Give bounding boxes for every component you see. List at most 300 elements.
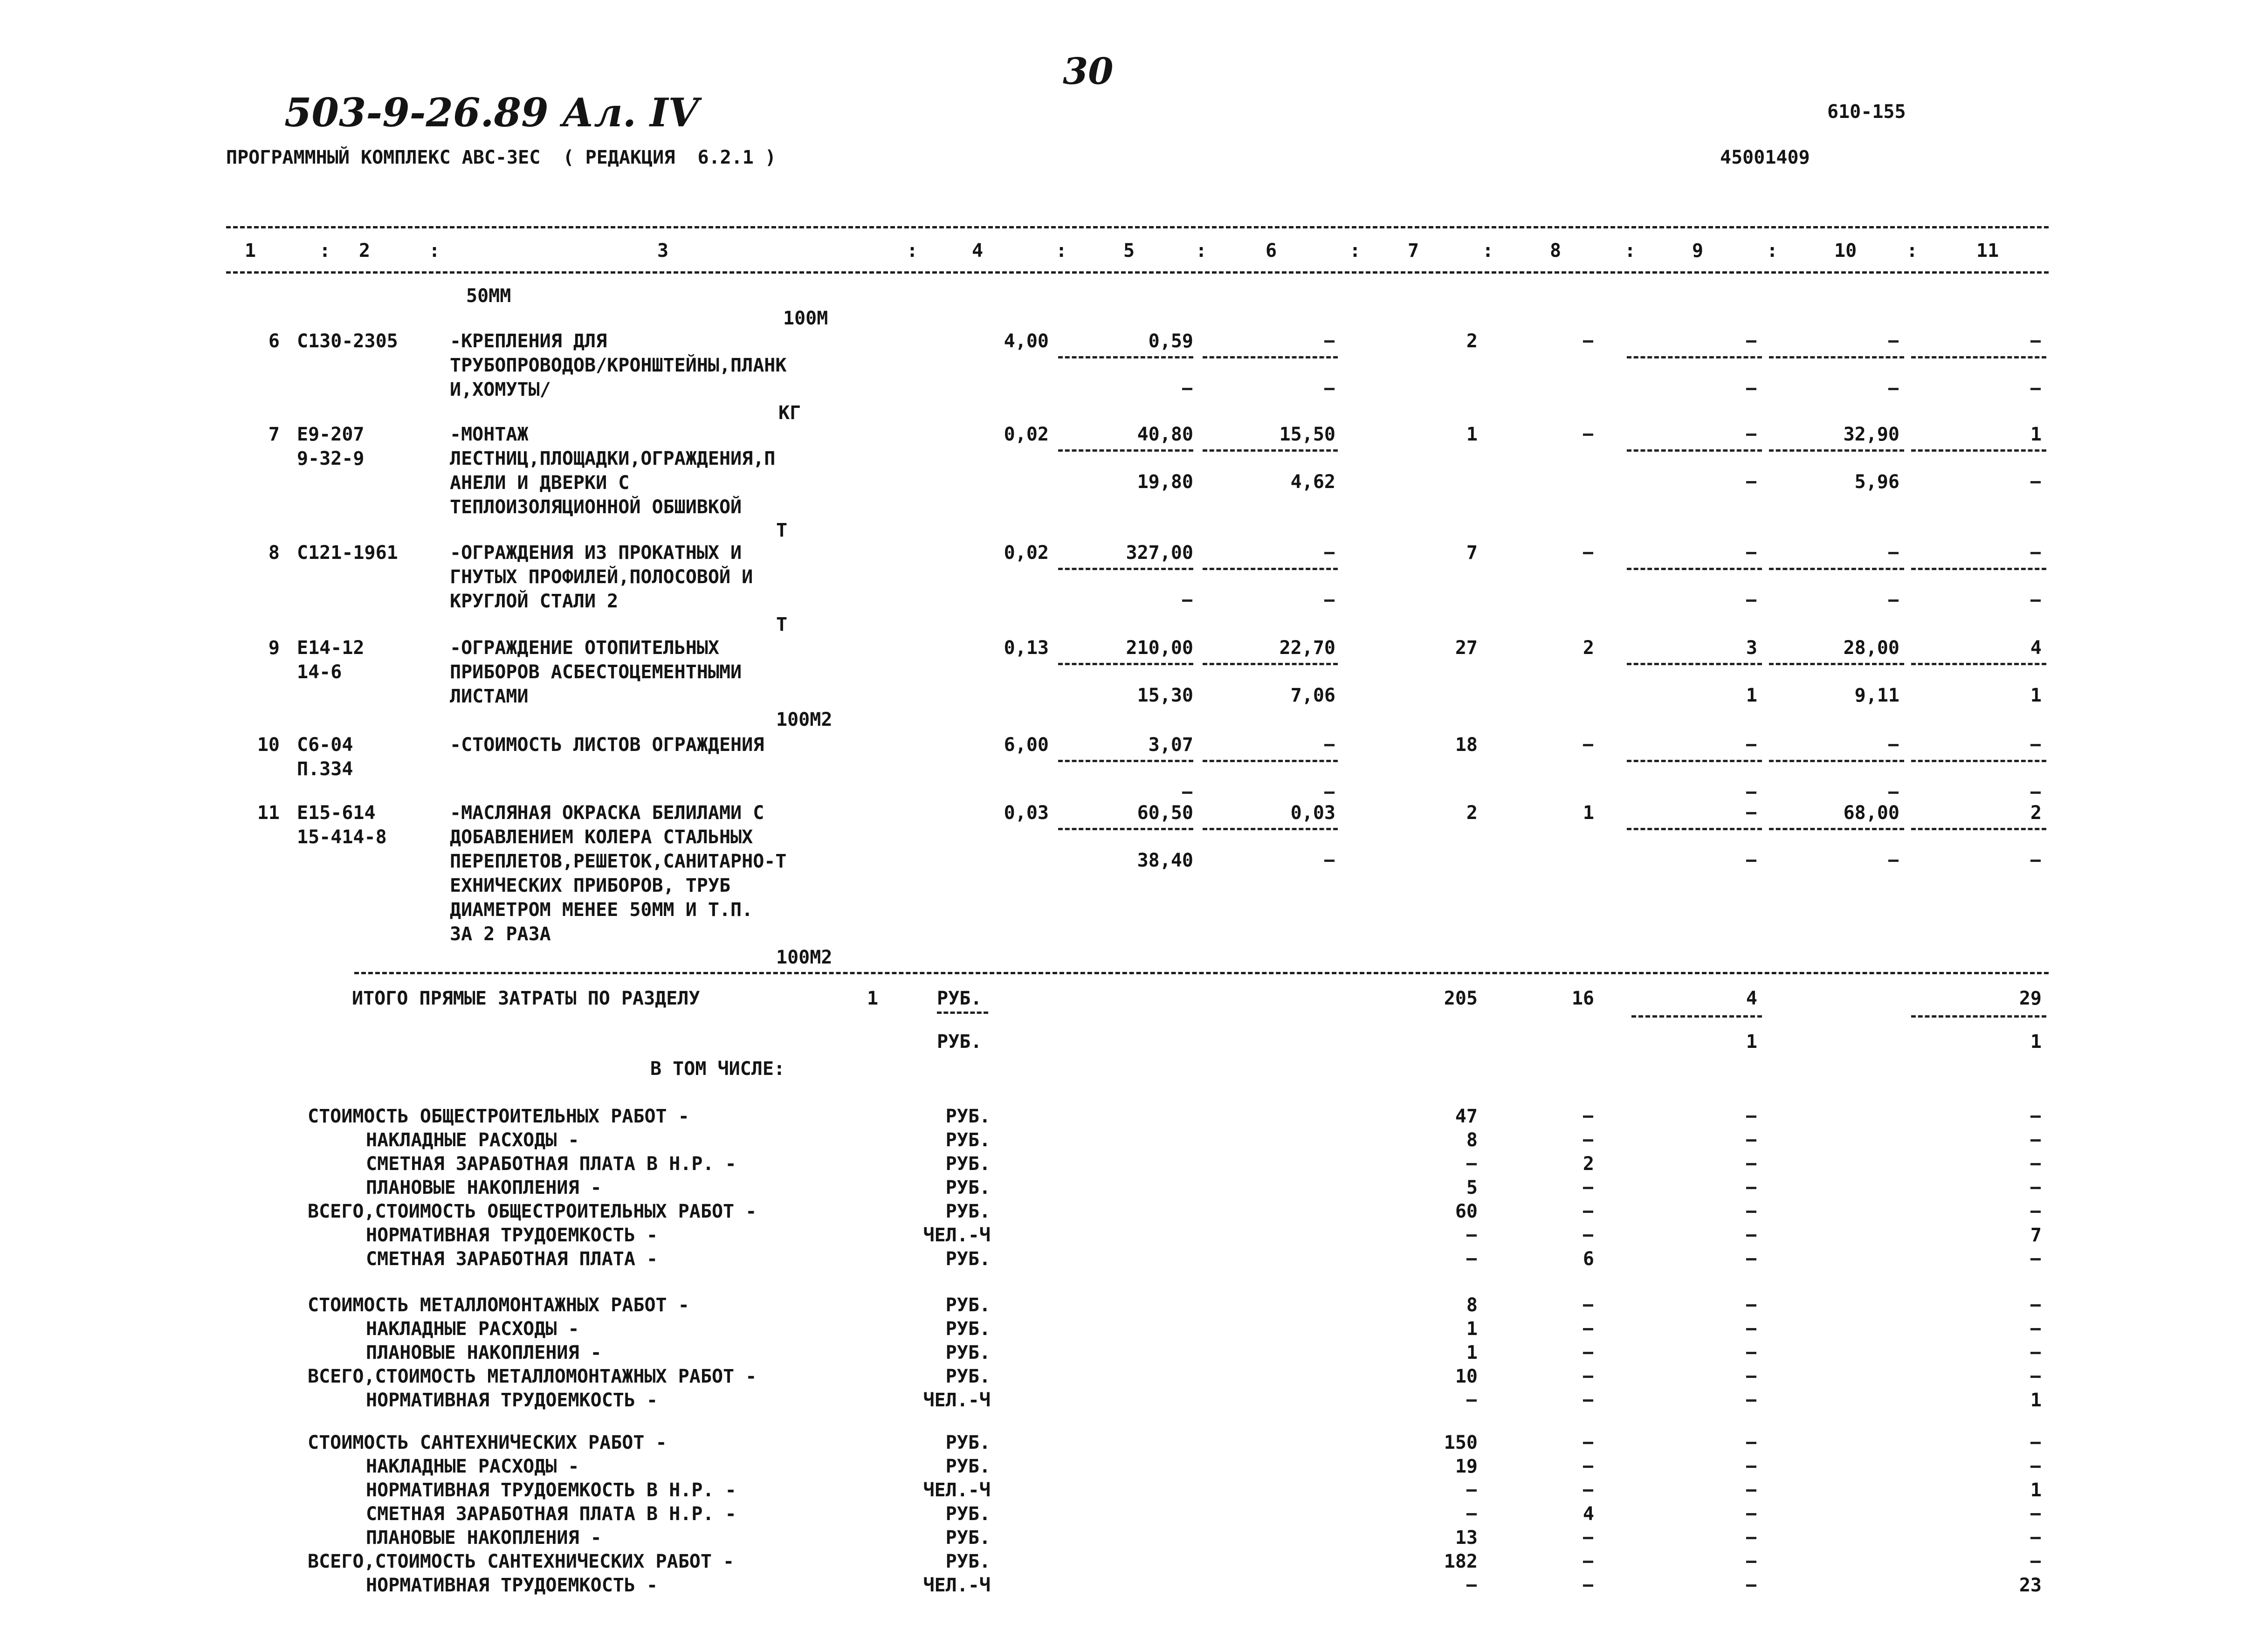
summary-col11 (2030, 1376, 2041, 1378)
col11-underline (1911, 449, 2046, 452)
item-description: -ОГРАЖДЕНИЕ ОТОПИТЕЛЬНЫХ (450, 637, 719, 659)
summary-col11 (2030, 1187, 2041, 1189)
summary-col9 (1746, 1537, 1756, 1539)
item-unit: Т (776, 614, 788, 635)
summary-col8 (1583, 1466, 1593, 1468)
item-quantity: 6,00 (1004, 734, 1049, 756)
table-top-rule (226, 226, 2049, 228)
col10-second-value: 5,96 (1854, 471, 1899, 493)
total-col11-second: 1 (2030, 1031, 2042, 1053)
col9-underline (1627, 356, 1762, 358)
item-code: П.334 (297, 758, 353, 780)
col6-underline (1203, 356, 1338, 358)
summary-unit: РУБ. (945, 1106, 991, 1127)
col6-second-value: 4,62 (1290, 471, 1335, 493)
summary-unit: РУБ. (945, 1551, 991, 1572)
summary-col11 (2030, 1211, 2041, 1213)
summary-label: НАКЛАДНЫЕ РАСХОДЫ - (366, 1318, 579, 1340)
col11-underline (1911, 356, 2046, 358)
summary-col7 (1466, 1399, 1477, 1402)
summary-col7 (1466, 1163, 1477, 1165)
col5-second-value (1182, 792, 1192, 794)
col5-value: 327,00 (1126, 542, 1193, 564)
summary-label: ПЛАНОВЫЕ НАКОПЛЕНИЯ - (366, 1527, 602, 1549)
summary-col7: 1 (1466, 1342, 1478, 1363)
col6-underline (1203, 568, 1338, 570)
summary-col7 (1466, 1513, 1477, 1515)
col9-underline (1627, 828, 1762, 830)
summary-col7 (1466, 1584, 1477, 1587)
column-separator: : (907, 240, 918, 262)
item-quantity: 0,02 (1004, 542, 1049, 564)
item-unit: КГ (778, 402, 801, 424)
summary-col7: 19 (1455, 1456, 1478, 1477)
col10-value: 68,00 (1843, 802, 1899, 824)
col6-value: 22,70 (1279, 637, 1335, 659)
summary-label: ПЛАНОВЫЕ НАКОПЛЕНИЯ - (366, 1342, 602, 1363)
item-description: ПРИБОРОВ АСБЕСТОЦЕМЕНТНЫМИ (450, 661, 742, 683)
item-number: 9 (268, 637, 280, 659)
col8-value: 1 (1583, 802, 1594, 824)
item-description: -КРЕПЛЕНИЯ ДЛЯ (450, 330, 607, 352)
summary-col7 (1466, 1489, 1477, 1492)
total-unit: РУБ. (937, 988, 982, 1009)
col6-second-value: 7,06 (1290, 685, 1335, 706)
col9-underline (1627, 760, 1762, 762)
item-number: 6 (268, 330, 280, 352)
col6-value (1324, 552, 1335, 554)
item-code: Е14-12 (297, 637, 365, 659)
summary-col11: 1 (2030, 1480, 2042, 1501)
summary-col11 (2030, 1352, 2041, 1354)
col9-underline (1627, 449, 1762, 452)
col5-second-value: 19,80 (1137, 471, 1193, 493)
summary-col7: 5 (1466, 1177, 1478, 1198)
total-col11: 29 (2019, 988, 2042, 1009)
summary-unit: РУБ. (945, 1527, 991, 1549)
total-unit-second: РУБ. (937, 1031, 982, 1053)
item-unit: 100М2 (776, 947, 833, 968)
col10-underline (1769, 828, 1904, 830)
col11-value: 2 (2030, 802, 2042, 824)
column-header-4: 4 (972, 240, 984, 262)
summary-col8: 2 (1583, 1153, 1594, 1175)
col11-second-value (2030, 481, 2041, 483)
col9-second-value (1746, 388, 1756, 390)
col11-underline (1911, 760, 2046, 762)
column-separator: : (1906, 240, 1918, 262)
item-quantity: 0,03 (1004, 802, 1049, 824)
summary-label: ВСЕГО,СТОИМОСТЬ МЕТАЛЛОМОНТАЖНЫХ РАБОТ - (308, 1366, 757, 1387)
item-description: -МАСЛЯНАЯ ОКРАСКА БЕЛИЛАМИ С (450, 802, 764, 824)
column-separator: : (1482, 240, 1494, 262)
summary-unit: РУБ. (945, 1456, 991, 1477)
item-description: ДОБАВЛЕНИЕМ КОЛЕРА СТАЛЬНЫХ (450, 826, 753, 848)
col6-second-value (1324, 792, 1335, 794)
col6-value: 0,03 (1290, 802, 1335, 824)
col10-second-value (1888, 599, 1899, 602)
col9-value (1746, 552, 1756, 554)
col5-underline (1058, 828, 1193, 830)
summary-label: ПЛАНОВЫЕ НАКОПЛЕНИЯ - (366, 1177, 602, 1198)
summary-label: СМЕТНАЯ ЗАРАБОТНАЯ ПЛАТА В Н.Р. - (366, 1503, 736, 1525)
column-separator: : (1196, 240, 1207, 262)
document-number: 503-9-26.89 Ал. IV (284, 89, 699, 136)
summary-col11 (2030, 1328, 2041, 1330)
col7-value: 1 (1466, 424, 1478, 445)
item-description: ЗА 2 РАЗА (450, 923, 551, 945)
col10-second-value (1888, 388, 1899, 390)
summary-col9 (1746, 1489, 1756, 1492)
item-description: ЛИСТАМИ (450, 686, 529, 707)
summary-label: НОРМАТИВНАЯ ТРУДОЕМКОСТЬ В Н.Р. - (366, 1480, 736, 1501)
program-line: ПРОГРАММНЫЙ КОМПЛЕКС АВС-3ЕС ( РЕДАКЦИЯ 6.2.1 ) (226, 147, 777, 168)
total-col11-underline (1911, 1015, 2046, 1018)
summary-col11 (2030, 1115, 2041, 1118)
summary-unit: ЧЕЛ.-Ч (923, 1480, 991, 1501)
col5-second-value (1182, 388, 1192, 390)
total-section: 1 (867, 988, 879, 1009)
column-separator: : (1056, 240, 1067, 262)
col8-value (1583, 434, 1593, 436)
item-code: Е9-207 (297, 424, 365, 445)
col5-value: 0,59 (1148, 330, 1193, 352)
col8-value: 2 (1583, 637, 1594, 659)
summary-col7: 182 (1444, 1551, 1478, 1572)
item-description: ТЕПЛОИЗОЛЯЦИОННОЙ ОБШИВКОЙ (450, 496, 742, 518)
summary-col11 (2030, 1304, 2041, 1307)
col5-underline (1058, 356, 1193, 358)
col11-second-value (2030, 792, 2041, 794)
summary-col9 (1746, 1234, 1756, 1237)
summary-label: НОРМАТИВНАЯ ТРУДОЕМКОСТЬ - (366, 1225, 658, 1246)
summary-col9 (1746, 1328, 1756, 1330)
item-description: ТРУБОПРОВОДОВ/КРОНШТЕЙНЫ,ПЛАНК (450, 355, 787, 376)
total-col9-underline (1631, 1015, 1762, 1018)
item-unit: 100М2 (776, 709, 833, 730)
col11-second-value (2030, 388, 2041, 390)
col10-value: 32,90 (1843, 424, 1899, 445)
summary-col7: 8 (1466, 1129, 1478, 1151)
summary-unit: ЧЕЛ.-Ч (923, 1390, 991, 1411)
total-col7: 205 (1444, 988, 1478, 1009)
summary-col9 (1746, 1352, 1756, 1354)
summary-unit: РУБ. (945, 1432, 991, 1453)
item-code: 9-32-9 (297, 448, 365, 469)
col11-value (2030, 340, 2041, 343)
column-separator: : (319, 240, 331, 262)
item-code: С130-2305 (297, 330, 398, 352)
summary-col8 (1583, 1442, 1593, 1444)
summary-col9 (1746, 1304, 1756, 1307)
col5-second-value: 38,40 (1137, 850, 1193, 871)
summary-col9 (1746, 1466, 1756, 1468)
summary-label: СТОИМОСТЬ МЕТАЛЛОМОНТАЖНЫХ РАБОТ - (308, 1294, 689, 1316)
summary-unit: РУБ. (945, 1294, 991, 1316)
summary-col7: 1 (1466, 1318, 1478, 1340)
summary-col8 (1583, 1328, 1593, 1330)
item-description: И,ХОМУТЫ/ (450, 379, 551, 400)
summary-unit: РУБ. (945, 1366, 991, 1387)
col5-underline (1058, 663, 1193, 665)
item-description: КРУГЛОЙ СТАЛИ 2 (450, 591, 619, 612)
item-code: С6-04 (297, 734, 353, 756)
summary-col8 (1583, 1537, 1593, 1539)
total-rule (354, 972, 2049, 974)
summary-col9 (1746, 1442, 1756, 1444)
summary-unit: РУБ. (945, 1318, 991, 1340)
col9-underline (1627, 568, 1762, 570)
summary-col11 (2030, 1163, 2041, 1165)
col9-second-value (1746, 792, 1756, 794)
item-description: -СТОИМОСТЬ ЛИСТОВ ОГРАЖДЕНИЯ (450, 734, 764, 756)
summary-col8 (1583, 1489, 1593, 1492)
col6-underline (1203, 449, 1338, 452)
column-header-2: 2 (359, 240, 371, 262)
col9-value (1746, 434, 1756, 436)
total-col8: 16 (1571, 988, 1594, 1009)
summary-col11 (2030, 1466, 2041, 1468)
summary-col7 (1466, 1258, 1477, 1260)
summary-label: СТОИМОСТЬ ОБЩЕСТРОИТЕЛЬНЫХ РАБОТ - (308, 1106, 689, 1127)
column-header-8: 8 (1550, 240, 1562, 262)
col10-underline (1769, 568, 1904, 570)
col11-underline (1911, 663, 2046, 665)
col6-value: 15,50 (1279, 424, 1335, 445)
item-number: 11 (257, 802, 280, 824)
item-number: 7 (268, 424, 280, 445)
col5-value: 210,00 (1126, 637, 1193, 659)
table-header-rule (226, 271, 2049, 274)
summary-label: НАКЛАДНЫЕ РАСХОДЫ - (366, 1129, 579, 1151)
item-description: АНЕЛИ И ДВЕРКИ С (450, 472, 630, 494)
item-description: ПЕРЕПЛЕТОВ,РЕШЕТОК,САНИТАРНО-Т (450, 851, 787, 872)
summary-label: НОРМАТИВНАЯ ТРУДОЕМКОСТЬ - (366, 1390, 658, 1411)
summary-col8 (1583, 1139, 1593, 1142)
item-quantity: 4,00 (1004, 330, 1049, 352)
col5-second-value: 15,30 (1137, 685, 1193, 706)
summary-label: СМЕТНАЯ ЗАРАБОТНАЯ ПЛАТА - (366, 1248, 658, 1270)
summary-col8 (1583, 1211, 1593, 1213)
summary-col7: 13 (1455, 1527, 1478, 1549)
summary-col7: 60 (1455, 1201, 1478, 1222)
summary-unit: ЧЕЛ.-Ч (923, 1575, 991, 1596)
summary-col11 (2030, 1139, 2041, 1142)
summary-col9 (1746, 1258, 1756, 1260)
summary-col8 (1583, 1352, 1593, 1354)
col10-underline (1769, 449, 1904, 452)
col5-underline (1058, 449, 1193, 452)
col9-value (1746, 744, 1756, 746)
col6-second-value (1324, 388, 1335, 390)
summary-unit: РУБ. (945, 1503, 991, 1525)
col9-underline (1627, 663, 1762, 665)
summary-col11: 1 (2030, 1390, 2042, 1411)
item-description: ДИАМЕТРОМ МЕНЕЕ 50ММ И Т.П. (450, 899, 753, 921)
summary-label: ВСЕГО,СТОИМОСТЬ ОБЩЕСТРОИТЕЛЬНЫХ РАБОТ - (308, 1201, 757, 1222)
including-label: В ТОМ ЧИСЛЕ: (650, 1058, 785, 1080)
column-separator: : (1624, 240, 1636, 262)
item-code: Е15-614 (297, 802, 376, 824)
summary-col9 (1746, 1139, 1756, 1142)
col11-value (2030, 552, 2041, 554)
column-header-1: 1 (245, 240, 256, 262)
col9-second-value (1746, 599, 1756, 602)
summary-col8 (1583, 1304, 1593, 1307)
col5-underline (1058, 568, 1193, 570)
col10-second-value (1888, 860, 1899, 862)
col7-value: 27 (1455, 637, 1478, 659)
col9-second-value (1746, 481, 1756, 483)
col11-value: 1 (2030, 424, 2042, 445)
item-description: -ОГРАЖДЕНИЯ ИЗ ПРОКАТНЫХ И (450, 542, 742, 564)
code-right: 610-155 (1827, 101, 1906, 123)
summary-col9 (1746, 1163, 1756, 1165)
continuation-unit: 100М (783, 308, 828, 329)
summary-label: НОРМАТИВНАЯ ТРУДОЕМКОСТЬ - (366, 1575, 658, 1596)
summary-col11: 23 (2019, 1575, 2042, 1596)
col7-value: 2 (1466, 802, 1478, 824)
id-number: 45001409 (1720, 147, 1810, 168)
summary-unit: ЧЕЛ.-Ч (923, 1225, 991, 1246)
col10-underline (1769, 356, 1904, 358)
summary-unit: РУБ. (945, 1153, 991, 1175)
continuation-text: 50ММ (466, 285, 511, 307)
col10-second-value: 9,11 (1854, 685, 1899, 706)
item-unit: Т (776, 520, 788, 541)
page-number: 30 (1063, 50, 1114, 93)
item-quantity: 0,02 (1004, 424, 1049, 445)
summary-col11: 7 (2030, 1225, 2042, 1246)
summary-col7: 47 (1455, 1106, 1478, 1127)
col10-value: 28,00 (1843, 637, 1899, 659)
summary-col7: 8 (1466, 1294, 1478, 1316)
summary-col9 (1746, 1211, 1756, 1213)
col7-value: 2 (1466, 330, 1478, 352)
col11-second-value (2030, 860, 2041, 862)
summary-col9 (1746, 1115, 1756, 1118)
column-separator: : (1349, 240, 1361, 262)
col8-value (1583, 552, 1593, 554)
column-header-11: 11 (1976, 240, 1999, 262)
summary-col9 (1746, 1561, 1756, 1563)
summary-col8 (1583, 1584, 1593, 1587)
col11-underline (1911, 568, 2046, 570)
item-description: ЕХНИЧЕСКИХ ПРИБОРОВ, ТРУБ (450, 875, 731, 896)
summary-label: СТОИМОСТЬ САНТЕХНИЧЕСКИХ РАБОТ - (308, 1432, 667, 1453)
summary-unit: РУБ. (945, 1129, 991, 1151)
column-header-7: 7 (1408, 240, 1419, 262)
col5-second-value (1182, 599, 1192, 602)
item-code: С121-1961 (297, 542, 398, 564)
col10-value (1888, 552, 1899, 554)
summary-unit: РУБ. (945, 1201, 991, 1222)
col6-underline (1203, 828, 1338, 830)
summary-col8 (1583, 1115, 1593, 1118)
summary-col11 (2030, 1258, 2041, 1260)
item-description: -МОНТАЖ (450, 424, 529, 445)
summary-col8 (1583, 1399, 1593, 1402)
col9-value (1746, 812, 1756, 814)
column-separator: : (429, 240, 440, 262)
summary-col7: 150 (1444, 1432, 1478, 1453)
total-col9: 4 (1746, 988, 1757, 1009)
item-code: 14-6 (297, 661, 342, 683)
col6-underline (1203, 760, 1338, 762)
summary-col8: 4 (1583, 1503, 1594, 1525)
total-col9-second: 1 (1746, 1031, 1757, 1053)
summary-unit: РУБ. (945, 1177, 991, 1198)
col5-value: 3,07 (1148, 734, 1193, 756)
summary-col9 (1746, 1187, 1756, 1189)
col9-value (1746, 340, 1756, 343)
col8-value (1583, 744, 1593, 746)
summary-col11 (2030, 1561, 2041, 1563)
col10-second-value (1888, 792, 1899, 794)
summary-col8 (1583, 1187, 1593, 1189)
col9-second-value: 1 (1746, 685, 1757, 706)
col6-second-value (1324, 860, 1335, 862)
summary-col11 (2030, 1442, 2041, 1444)
item-number: 8 (268, 542, 280, 564)
col10-value (1888, 340, 1899, 343)
col5-value: 60,50 (1137, 802, 1193, 824)
col8-value (1583, 340, 1593, 343)
summary-label: ВСЕГО,СТОИМОСТЬ САНТЕХНИЧЕСКИХ РАБОТ - (308, 1551, 735, 1572)
item-description: ГНУТЫХ ПРОФИЛЕЙ,ПОЛОСОВОЙ И (450, 566, 753, 588)
col10-underline (1769, 663, 1904, 665)
column-header-6: 6 (1266, 240, 1277, 262)
summary-col9 (1746, 1584, 1756, 1587)
summary-col7: 10 (1455, 1366, 1478, 1387)
item-description: ЛЕСТНИЦ,ПЛОЩАДКИ,ОГРАЖДЕНИЯ,П (450, 448, 776, 469)
col6-underline (1203, 663, 1338, 665)
col11-value (2030, 744, 2041, 746)
col5-value: 40,80 (1137, 424, 1193, 445)
summary-col11 (2030, 1537, 2041, 1539)
col11-second-value (2030, 599, 2041, 602)
col9-second-value (1746, 860, 1756, 862)
summary-unit: РУБ. (945, 1342, 991, 1363)
summary-col9 (1746, 1399, 1756, 1402)
summary-col8 (1583, 1234, 1593, 1237)
col10-underline (1769, 760, 1904, 762)
column-header-3: 3 (657, 240, 669, 262)
column-header-5: 5 (1123, 240, 1135, 262)
col5-underline (1058, 760, 1193, 762)
summary-col8 (1583, 1376, 1593, 1378)
col7-value: 18 (1455, 734, 1478, 756)
total-unit-underline (937, 1012, 988, 1014)
item-code: 15-414-8 (297, 826, 387, 848)
summary-label: СМЕТНАЯ ЗАРАБОТНАЯ ПЛАТА В Н.Р. - (366, 1153, 736, 1175)
col11-value: 4 (2030, 637, 2042, 659)
col11-underline (1911, 828, 2046, 830)
summary-label: НАКЛАДНЫЕ РАСХОДЫ - (366, 1456, 579, 1477)
col6-value (1324, 744, 1335, 746)
summary-unit: РУБ. (945, 1248, 991, 1270)
summary-col11 (2030, 1513, 2041, 1515)
column-header-10: 10 (1834, 240, 1857, 262)
summary-col7 (1466, 1234, 1477, 1237)
col11-second-value: 1 (2030, 685, 2042, 706)
summary-col9 (1746, 1376, 1756, 1378)
item-quantity: 0,13 (1004, 637, 1049, 659)
total-label: ИТОГО ПРЯМЫЕ ЗАТРАТЫ ПО РАЗДЕЛУ (352, 988, 700, 1009)
column-separator: : (1767, 240, 1778, 262)
col7-value: 7 (1466, 542, 1478, 564)
col6-value (1324, 340, 1335, 343)
